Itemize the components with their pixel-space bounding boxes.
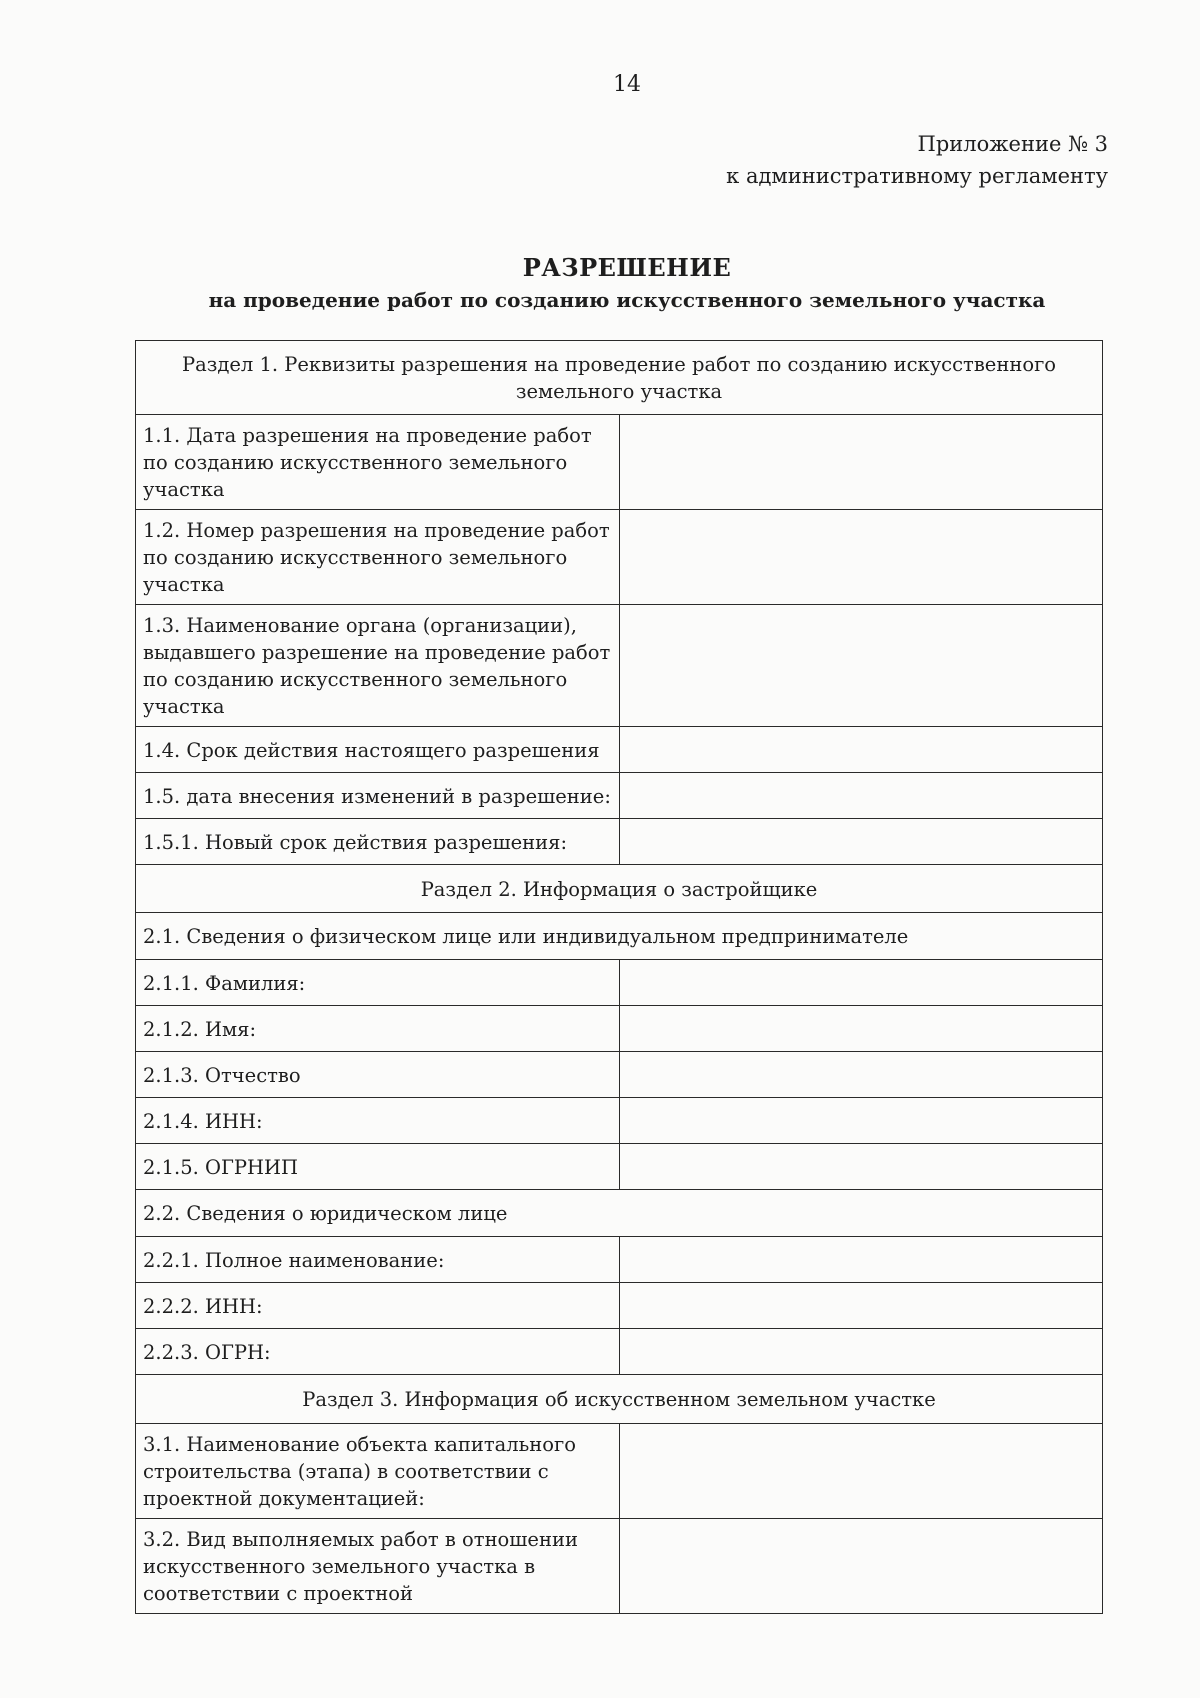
field-label: 2.1.3. Отчество bbox=[136, 1052, 620, 1098]
form-row bbox=[136, 1329, 1103, 1375]
form-row bbox=[136, 415, 1103, 510]
field-label: 1.5. дата внесения изменений в разрешение: bbox=[136, 773, 620, 819]
form-row bbox=[136, 1519, 1103, 1614]
field-value-cell[interactable] bbox=[619, 1006, 1103, 1052]
field-label: 2.1.2. Имя: bbox=[136, 1006, 620, 1052]
field-label: 1.2. Номер разрешения на проведение работ по созданию искусственного земельного участка bbox=[136, 510, 620, 605]
form-row bbox=[136, 1098, 1103, 1144]
field-value-cell[interactable] bbox=[619, 1098, 1103, 1144]
form-row bbox=[136, 819, 1103, 865]
field-value-cell[interactable] bbox=[619, 727, 1103, 773]
field-value-cell[interactable] bbox=[619, 605, 1103, 727]
field-label: 2.2.3. ОГРН: bbox=[136, 1329, 620, 1375]
field-label: 3.2. Вид выполняемых работ в отношении искусственного земельного участка в соответствии с проектной bbox=[136, 1519, 620, 1614]
form-row bbox=[136, 1283, 1103, 1329]
field-label: 2.2.1. Полное наименование: bbox=[136, 1237, 620, 1283]
field-value-cell[interactable] bbox=[619, 819, 1103, 865]
field-value-cell[interactable] bbox=[619, 1144, 1103, 1190]
field-label: 1.3. Наименование органа (организации), выдавшего разрешение на проведение работ по созданию искусственного земельного участка bbox=[136, 605, 620, 727]
document-title: РАЗРЕШЕНИЕ bbox=[522, 253, 732, 282]
field-label: 2.1.5. ОГРНИП bbox=[136, 1144, 620, 1190]
permit-form-table bbox=[135, 340, 1103, 1614]
form-row bbox=[136, 605, 1103, 727]
form-row bbox=[136, 510, 1103, 605]
page-number: 14 bbox=[613, 72, 641, 97]
group-header: 2.1. Сведения о физическом лице или индивидуальном предпринимателе bbox=[136, 913, 1103, 960]
appendix-note bbox=[726, 128, 1108, 192]
form-row bbox=[136, 1052, 1103, 1098]
field-value-cell[interactable] bbox=[619, 1424, 1103, 1519]
field-label: 1.1. Дата разрешения на проведение работ по созданию искусственного земельного участка bbox=[136, 415, 620, 510]
field-label: 1.4. Срок действия настоящего разрешения bbox=[136, 727, 620, 773]
field-value-cell[interactable] bbox=[619, 1237, 1103, 1283]
section-header: Раздел 3. Информация об искусственном земельном участке bbox=[136, 1375, 1103, 1424]
form-row bbox=[136, 1237, 1103, 1283]
field-label: 2.1.4. ИНН: bbox=[136, 1098, 620, 1144]
section-header: Раздел 2. Информация о застройщике bbox=[136, 865, 1103, 913]
section-header-row bbox=[136, 1375, 1103, 1424]
field-value-cell[interactable] bbox=[619, 510, 1103, 605]
field-value-cell[interactable] bbox=[619, 415, 1103, 510]
field-value-cell[interactable] bbox=[619, 960, 1103, 1006]
field-label: 1.5.1. Новый срок действия разрешения: bbox=[136, 819, 620, 865]
field-label: 2.2.2. ИНН: bbox=[136, 1283, 620, 1329]
field-value-cell[interactable] bbox=[619, 1283, 1103, 1329]
field-value-cell[interactable] bbox=[619, 773, 1103, 819]
field-label: 2.1.1. Фамилия: bbox=[136, 960, 620, 1006]
field-value-cell[interactable] bbox=[619, 1329, 1103, 1375]
form-row bbox=[136, 727, 1103, 773]
form-row bbox=[136, 1424, 1103, 1519]
field-label: 3.1. Наименование объекта капитального строительства (этапа) в соответствии с проектной документацией: bbox=[136, 1424, 620, 1519]
field-value-cell[interactable] bbox=[619, 1052, 1103, 1098]
document-subtitle: на проведение работ по созданию искусственного земельного участка bbox=[208, 288, 1046, 312]
group-header-row bbox=[136, 913, 1103, 960]
form-row bbox=[136, 1144, 1103, 1190]
section-header-row bbox=[136, 865, 1103, 913]
section-header: Раздел 1. Реквизиты разрешения на проведение работ по созданию искусственного земельного участка bbox=[136, 341, 1103, 415]
section-header-row bbox=[136, 341, 1103, 415]
appendix-line-2: к административному регламенту bbox=[726, 164, 1108, 188]
form-row bbox=[136, 960, 1103, 1006]
form-row bbox=[136, 1006, 1103, 1052]
group-header-row bbox=[136, 1190, 1103, 1237]
field-value-cell[interactable] bbox=[619, 1519, 1103, 1614]
appendix-line-1: Приложение № 3 bbox=[917, 132, 1108, 156]
form-row bbox=[136, 773, 1103, 819]
group-header: 2.2. Сведения о юридическом лице bbox=[136, 1190, 1103, 1237]
